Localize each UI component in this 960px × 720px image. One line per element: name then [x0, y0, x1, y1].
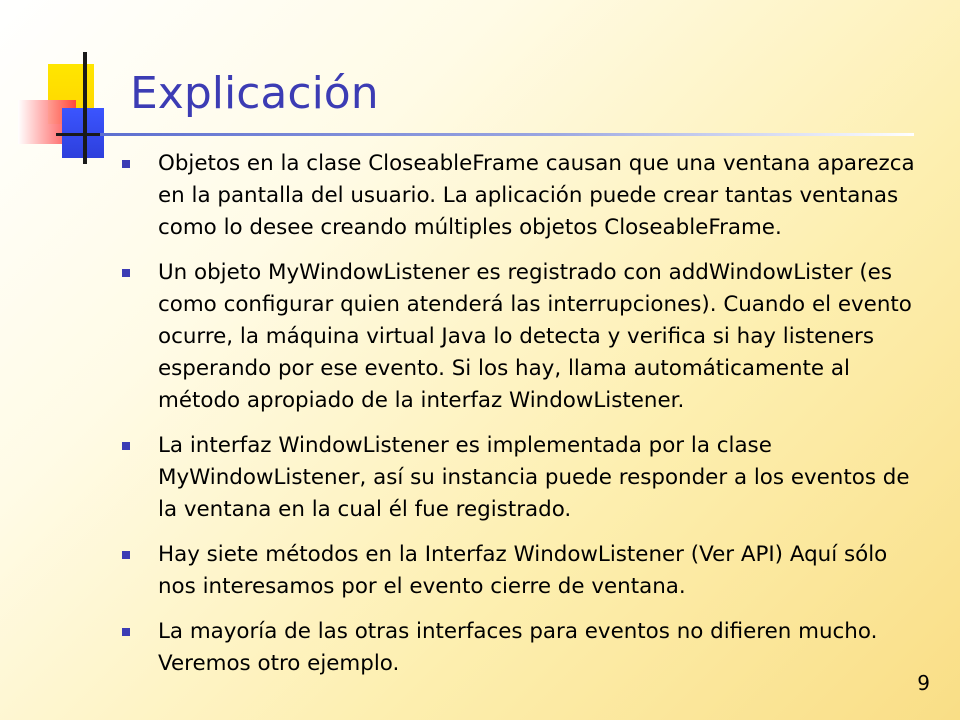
bullet-square-icon	[122, 551, 130, 559]
bullet-square-icon	[122, 269, 130, 277]
bullet-text: Un objeto MyWindowListener es registrado con addWindowLister (es como configurar quien atenderá las interrupciones). Cuando el evento ocurre, la máquina virtual Java lo detecta y verifica si hay listeners esperando por ese evento. Si los hay, llama automáticamente al método apropiado de la interfaz WindowListener.	[158, 260, 912, 413]
bullet-text: La interfaz WindowListener es implementada por la clase MyWindowListener, así su instancia puede responder a los eventos de la ventana en la cual él fue registrado.	[158, 433, 910, 522]
bullet-text: La mayoría de las otras interfaces para eventos no difieren mucho. Veremos otro ejemplo.	[158, 619, 878, 676]
bullet-item	[120, 257, 920, 417]
bullet-square-icon	[122, 628, 130, 636]
bullet-item	[120, 430, 920, 526]
bullet-item	[120, 148, 920, 244]
logo-vertical-line	[83, 52, 87, 164]
bullet-square-icon	[122, 442, 130, 450]
bullet-text: Objetos en la clase CloseableFrame causan que una ventana aparezca en la pantalla del usuario. La aplicación puede crear tantas ventanas como lo desee creando múltiples objetos CloseableFrame.	[158, 151, 915, 240]
page-number: 9	[917, 671, 930, 695]
title-underline	[100, 133, 914, 136]
bullet-item	[120, 616, 920, 680]
bullet-square-icon	[122, 160, 130, 168]
bullet-item	[120, 539, 920, 603]
bullet-list	[120, 148, 920, 693]
bullet-text: Hay siete métodos en la Interfaz WindowListener (Ver API) Aquí sólo nos interesamos por el evento cierre de ventana.	[158, 542, 888, 599]
slide-title: Explicación	[130, 68, 379, 119]
